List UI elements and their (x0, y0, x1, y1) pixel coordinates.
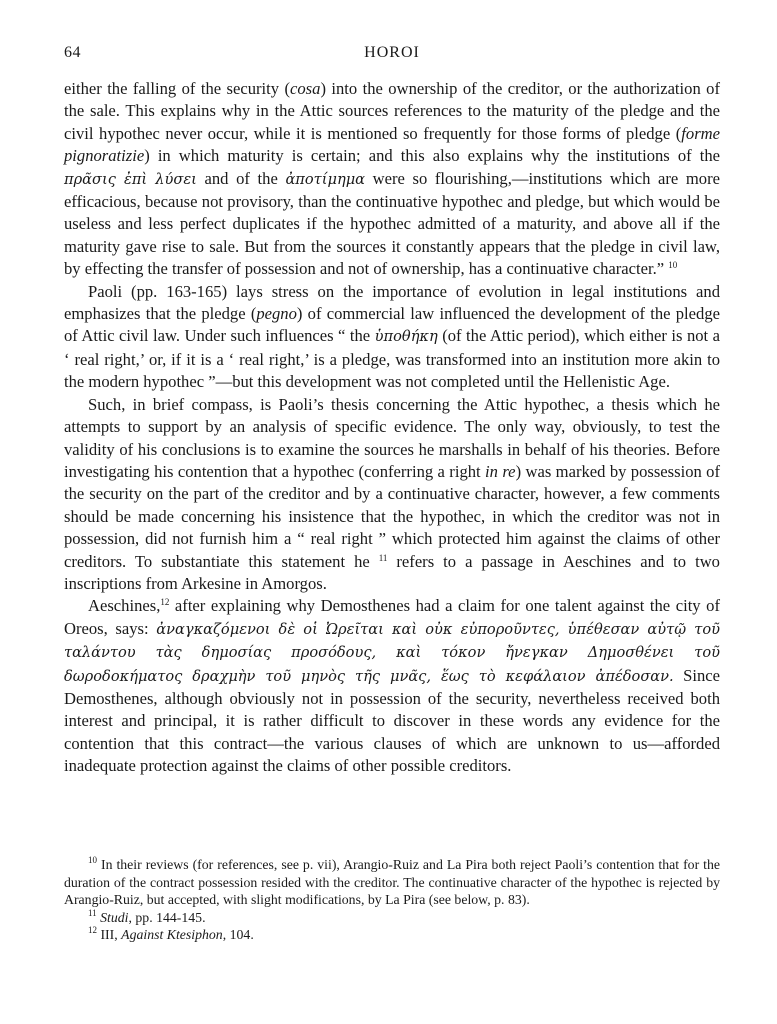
italic-term: Studi (100, 909, 129, 925)
paragraph-3 (64, 394, 720, 596)
footnote-text: , 104. (222, 927, 254, 943)
footnote-ref-11[interactable]: 11 (378, 552, 388, 563)
footnote-mark: 11 (88, 907, 97, 918)
footnote-mark: 12 (88, 925, 97, 936)
footnote-text: , pp. 144-145. (128, 909, 206, 925)
footnote-text: III, (97, 927, 122, 943)
page-number: 64 (64, 44, 81, 61)
greek-phrase: ἀποτίμημα (285, 170, 366, 188)
text-span: either the falling of the security ( (64, 79, 291, 98)
italic-term: in re (485, 461, 516, 481)
text-span: (of the Attic period), which either is not a ‘ real right,’ or, if it is a ‘ real right,’ is a pledge, was transformed into an institution more akin to the modern hypothec ”—but this development was not completed until the Hellenistic Age. (64, 326, 720, 392)
text-span: ) in which maturity is certain; and this also explains why the institutions of the (144, 146, 720, 166)
text-span: Such, in brief compass, is Paoli’s thesis concerning the Attic hypothec, a thesis which he attempts to support by an analysis of specific evidence. The only way, obviously, to test the validity of his conclusions is to examine the sources he marshalls in behalf of his theories. Before investigating his contention that a hypothec (conferring a right (64, 394, 720, 481)
text-span: Paoli (pp. 163-165) lays stress on the importance of evolution in legal institutions and emphasizes that the pledge ( (64, 281, 720, 324)
italic-term: cosa (290, 79, 321, 98)
footnote-mark: 10 (88, 855, 97, 865)
italic-term: pegno (256, 304, 297, 324)
text-span: after explaining why Demosthenes had a claim for one talent against the city of Oreos, says: (64, 596, 720, 638)
text-span: Aeschines, (88, 596, 161, 616)
footnote-ref-10[interactable]: 10 (668, 260, 678, 271)
text-span: Since Demosthenes, although obviously not in possession of the security, nevertheless received both interest and principal, it is rather difficult to discover in these words any evidence for the contention that this contract—the various clauses of which are unknown to us—afforded inadequate protection against the claims of other possible creditors. (64, 665, 721, 776)
greek-quotation: ἀναγκαζόμενοι δὲ οἱ Ὠρεῖται καὶ οὐκ εὐποροῦντες, ὑπέθεσαν αὐτῷ τοῦ ταλάντου τὰς δημοσίας προσόδους, καὶ τόκον ἤνεγκαν Δημοσθένει τοῦ δωροδοκήματος δραχμὴν τοῦ μηνὸς τῆς μνᾶς, ἕως τὸ κεφάλαιον ἀπέδοσαν. (64, 620, 721, 685)
body-text (64, 78, 720, 778)
footnote-11 (64, 909, 720, 927)
italic-term: forme pignoratizie (64, 123, 720, 166)
text-span: ) into the ownership of the creditor, or the authorization of the sale. This explains why in the Attic sources references to the maturity of the pledge and the civil hypothec never occur, while it is mentioned so frequently for those forms of pledge ( (64, 79, 720, 143)
text-span: and of the (196, 168, 286, 188)
text-span: ) was marked by possession of the security on the part of the creditor and by a continuative character, however, a few comments should be made concerning his insistence that the hypothec, in which the creditor was not in possession, did not furnish him a “ real right ” which protected him against the claims of other creditors. To substantiate this statement he (64, 461, 721, 571)
footnotes (64, 856, 720, 944)
footnote-12 (64, 926, 720, 944)
text-span: refers to a passage in Aeschines and to two inscriptions from Arkesine in Amorgos. (64, 551, 720, 593)
paragraph-2 (64, 281, 720, 394)
italic-term: Against Ktesiphon (121, 927, 223, 943)
greek-phrase: πρᾶσις ἐπὶ λύσει (64, 170, 197, 188)
footnote-10 (64, 856, 720, 909)
footnote-text: In their reviews (for references, see p. vii), Arangio-Ruiz and La Pira both reject Paoli’s contention that for the duration of the contract possession resided with the creditor. The continuative character of the hypothec is rejected by Arangio-Ruiz, but accepted, with slight modifications, by La Pira (see below, p. 83). (64, 857, 720, 908)
page-header (64, 44, 720, 68)
paragraph-1 (64, 78, 720, 281)
text-span: were so flourishing,—institutions which are more efficacious, because not provisory, than the continuative hypothec and pledge, but which would be useless and less perfect duplicates if the hypothec admitted of a maturity, and above all if the maturity gave rise to sale. But from the sources it constantly appears that the pledge in civil law, by effecting the transfer of possession and not of ownership, has a continuative character.” (64, 168, 720, 279)
greek-phrase: ὑποθήκη (374, 328, 438, 346)
text-span: ) of commercial law influenced the development of the pledge of Attic civil law. Under such influences “ the (64, 304, 720, 346)
paragraph-4 (64, 595, 720, 777)
running-title: HOROI (364, 44, 420, 61)
footnote-ref-12[interactable]: 12 (160, 597, 170, 608)
